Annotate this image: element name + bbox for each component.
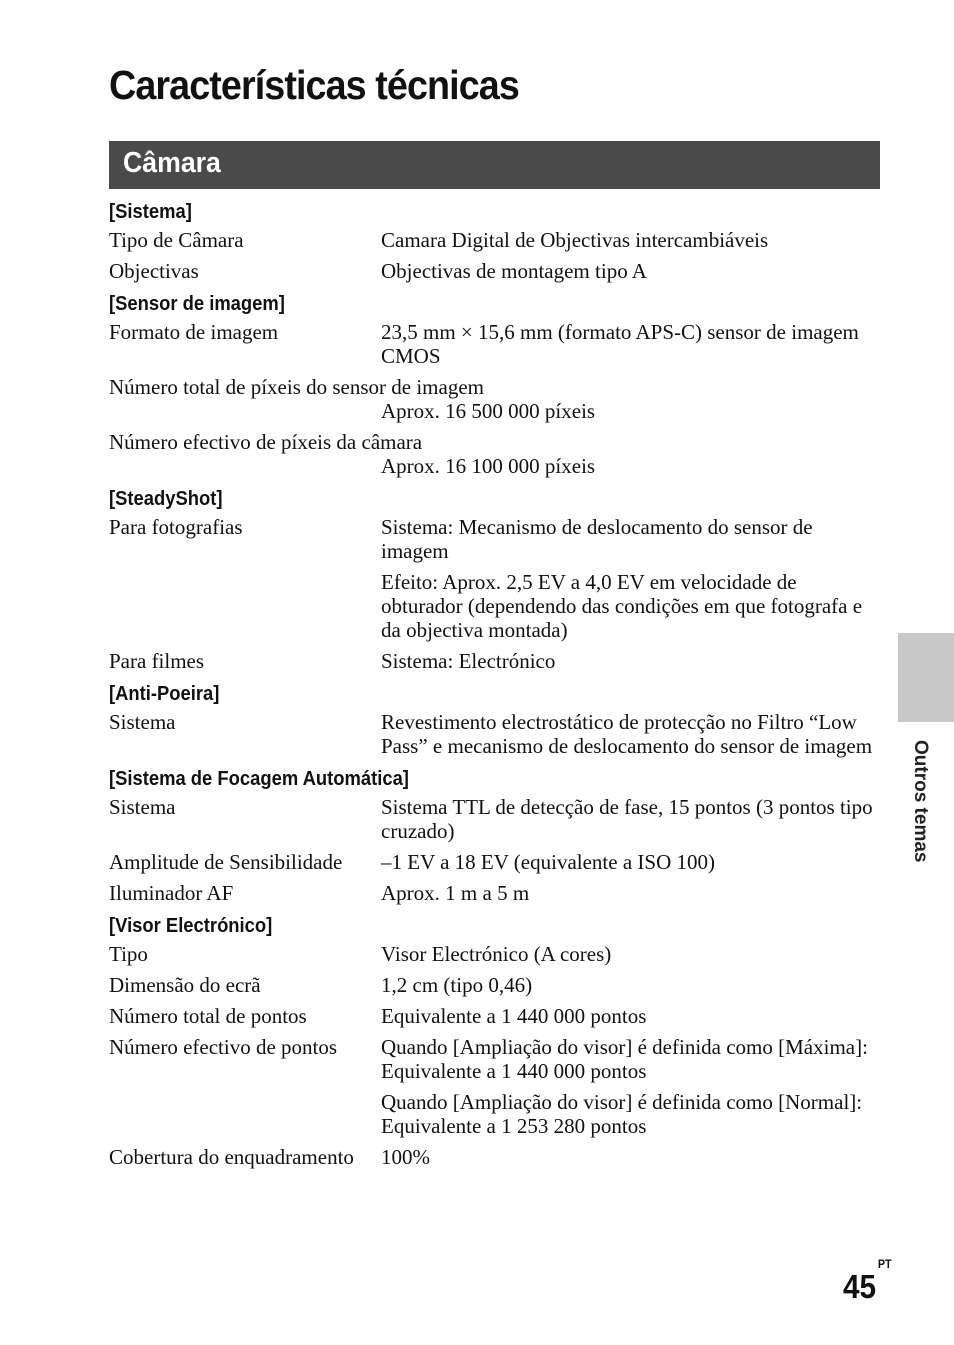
spec-value-line: 1,2 cm (tipo 0,46) — [381, 973, 533, 997]
spec-value — [381, 1004, 881, 1028]
spec-group — [109, 293, 881, 478]
spec-value-line: 23,5 mm × 15,6 mm (formato APS-C) sensor de imagem CMOS — [381, 320, 859, 368]
group-title: [SteadyShot] — [109, 488, 223, 510]
page-number — [843, 1257, 892, 1306]
spec-group — [109, 768, 881, 905]
spec-value-line: Revestimento electrostático de protecção no Filtro “Low Pass” e mecanismo de deslocamento do sensor de imagem — [381, 710, 873, 758]
group-title: [Sensor de imagem] — [109, 293, 285, 315]
spec-value-line: Aprox. 1 m a 5 m — [381, 881, 530, 905]
spec-value — [109, 399, 881, 423]
spec-label: Iluminador AF — [109, 881, 234, 905]
spec-value-line: Visor Electrónico (A cores) — [381, 942, 612, 966]
spec-value — [381, 228, 881, 252]
spec-value-line: Equivalente a 1 440 000 pontos — [381, 1004, 647, 1028]
spec-row — [109, 320, 881, 368]
spec-group — [109, 201, 881, 283]
spec-label: Sistema — [109, 795, 176, 819]
group-title: [Visor Electrónico] — [109, 915, 273, 937]
spec-label: Tipo — [109, 942, 148, 966]
spec-label: Para filmes — [109, 649, 205, 673]
spec-row — [109, 850, 881, 874]
page-number-value: 45 — [843, 1268, 877, 1305]
spec-row — [109, 1004, 881, 1028]
spec-label: Para fotografias — [109, 515, 243, 539]
spec-value-line: Aprox. 16 100 000 píxeis — [381, 454, 596, 478]
spec-value-line: Sistema TTL de detecção de fase, 15 pontos (3 pontos tipo cruzado) — [381, 795, 873, 843]
spec-row — [109, 375, 881, 423]
spec-value — [381, 1035, 881, 1138]
spec-value — [381, 942, 881, 966]
spec-value-line: Efeito: Aprox. 2,5 EV a 4,0 EV em velocidade de obturador (dependendo das condições em que fotografa e da objectiva montada) — [381, 570, 863, 642]
spec-row — [109, 710, 881, 758]
spec-value-line: 100% — [381, 1145, 430, 1169]
spec-value-line: Objectivas de montagem tipo A — [381, 259, 647, 283]
spec-list — [109, 196, 881, 1176]
spec-row — [109, 430, 881, 478]
side-label — [909, 740, 933, 875]
spec-group — [109, 488, 881, 673]
spec-row — [109, 881, 881, 905]
spec-label: Sistema — [109, 710, 176, 734]
spec-label: Formato de imagem — [109, 320, 279, 344]
spec-label: Número efectivo de píxeis da câmara — [109, 430, 423, 454]
spec-value-line: Quando [Ampliação do visor] é definida como [Normal]: Equivalente a 1 253 280 pontos — [381, 1090, 863, 1138]
spec-row — [109, 795, 881, 843]
spec-label: Número efectivo de pontos — [109, 1035, 338, 1059]
spec-label: Objectivas — [109, 259, 199, 283]
spec-value-line: Quando [Ampliação do visor] é definida como [Máxima]: Equivalente a 1 440 000 pontos — [381, 1035, 868, 1083]
spec-row — [109, 973, 881, 997]
page-number-suffix: PT — [877, 1257, 892, 1271]
side-tab — [898, 633, 954, 722]
spec-value — [381, 259, 881, 283]
spec-row — [109, 942, 881, 966]
spec-label: Tipo de Câmara — [109, 228, 244, 252]
spec-value-line: –1 EV a 18 EV (equivalente a ISO 100) — [381, 850, 715, 874]
spec-value — [381, 850, 881, 874]
spec-value — [381, 795, 881, 843]
spec-value — [381, 1145, 881, 1169]
section-title: Câmara — [123, 147, 221, 179]
spec-value — [109, 454, 881, 478]
spec-value-line: Camara Digital de Objectivas intercambiáveis — [381, 228, 769, 252]
spec-row — [109, 228, 881, 252]
spec-row — [109, 515, 881, 642]
section-header — [109, 141, 880, 189]
spec-value-line: Sistema: Mecanismo de deslocamento do sensor de imagem — [381, 515, 813, 563]
spec-value — [381, 710, 881, 758]
spec-row — [109, 1035, 881, 1138]
spec-value — [381, 320, 881, 368]
spec-label: Cobertura do enquadramento — [109, 1145, 354, 1169]
page-title: Características técnicas — [109, 62, 519, 108]
spec-row — [109, 649, 881, 673]
spec-label: Dimensão do ecrã — [109, 973, 261, 997]
spec-group — [109, 683, 881, 758]
spec-row — [109, 259, 881, 283]
group-title: [Sistema de Focagem Automática] — [109, 768, 409, 790]
spec-value — [381, 973, 881, 997]
spec-label: Número total de pontos — [109, 1004, 307, 1028]
spec-row — [109, 1145, 881, 1169]
spec-value — [381, 649, 881, 673]
spec-group — [109, 915, 881, 1169]
spec-value-line: Aprox. 16 500 000 píxeis — [381, 399, 596, 423]
spec-value — [381, 515, 881, 642]
group-title: [Anti-Poeira] — [109, 683, 220, 705]
spec-value — [381, 881, 881, 905]
side-label-text: Outros temas — [910, 740, 931, 863]
spec-label: Número total de píxeis do sensor de imagem — [109, 375, 484, 399]
group-title: [Sistema] — [109, 201, 192, 223]
spec-label: Amplitude de Sensibilidade — [109, 850, 343, 874]
spec-value-line: Sistema: Electrónico — [381, 649, 556, 673]
